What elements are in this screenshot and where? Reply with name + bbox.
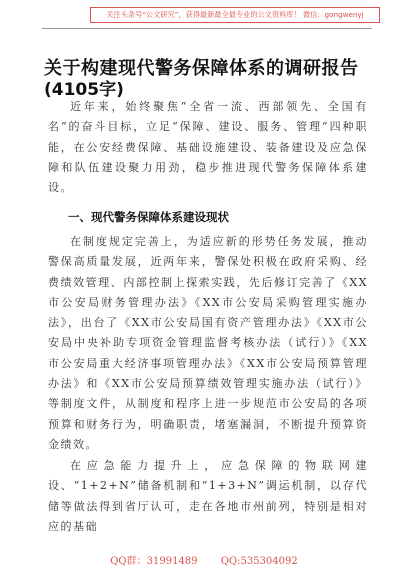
header-divider: [42, 28, 372, 29]
footer-contact: [0, 555, 408, 569]
body-paragraph: 在应急能力提升上，应急保障的物联网建设、“1+2+N”储备机制和“1+3+N”调运机制，以存代储等做法得到省厅认可，走在各地市州前列，特别是相对应的基础: [48, 459, 368, 533]
intro-paragraph: 近年来，始终聚焦“全省一流、西部领先、全国有名”的奋斗目标，立足“保障、建设、服务、管理”四种职能，在公安经费保障、基础设施建设、装备建设及应急保障和队伍建设聚力用劲，稳步推进现代警务保障体系建设。: [48, 100, 368, 195]
document-title: 关于构建现代警务保障体系的调研报告: [44, 58, 359, 79]
document-subtitle: (4105字): [44, 80, 124, 100]
body-paragraph: 在制度规定完善上，为适应新的形势任务发展，推动警保高质量发展，近两年来，警保处积极在政府采购、经费绩效管理、内部控制上探索实践，先后修订完善了《XX市公安局财务管理办法》《XX市公安局采购管理实施办法》，出台了《XX市公安局国有资产管理办法》《XX市公安局中央补助专项资金管理监督考核办法（试行）》《XX市公安局重大经济事项管理办法》《XX市公安局预算管理办法》和《XX市公安局预算绩效管理实施办法（试行）》等制度文件，从制度和程序上进一步规范市公安局的各项预算和财务行为，明确职责，堵塞漏洞，不断提升预算资金绩效。: [48, 235, 368, 451]
footer-qq: QQ:535304092: [220, 556, 298, 567]
footer-qq-group: QQ群：31991489: [110, 556, 198, 567]
promo-banner: 关注头条号“公文研究”，获得最新最全最专业的公文资料库！ 微信：gongwenyj: [90, 7, 380, 23]
section-heading: 一、现代警务保障体系建设现状: [68, 210, 229, 224]
